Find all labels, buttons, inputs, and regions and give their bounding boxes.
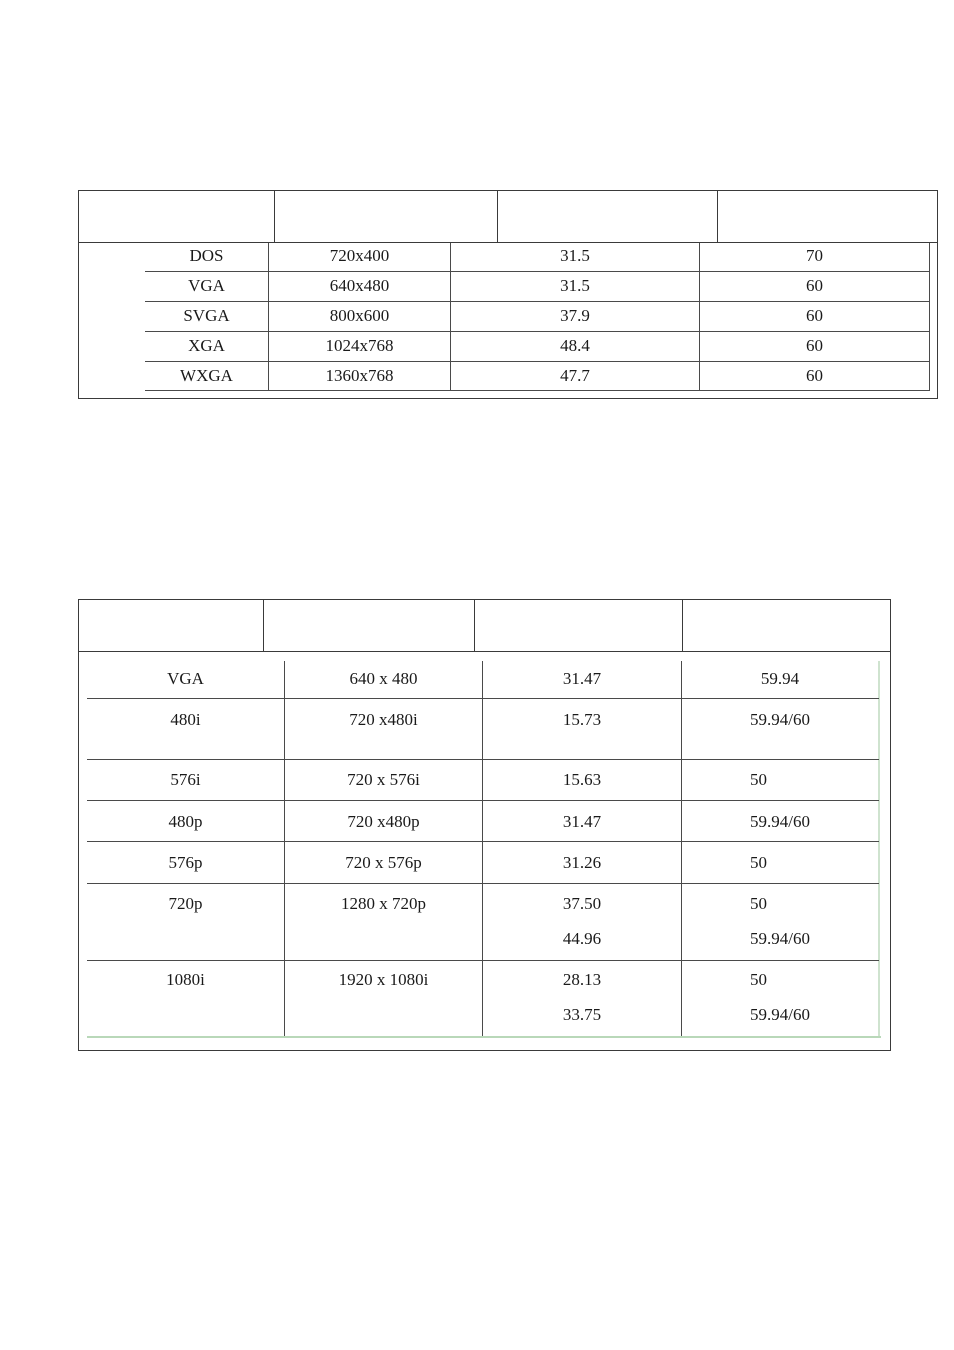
mode-cell: 480p	[168, 812, 203, 831]
table-header	[79, 600, 890, 652]
v-freq-cell: 50	[750, 970, 767, 989]
mode-cell: XGA	[188, 336, 225, 355]
v-freq-cell: 70	[806, 246, 823, 265]
resolution-cell: 800x600	[329, 306, 390, 325]
resolution-cell: 1360x768	[325, 366, 394, 385]
v-freq-cell: 59.94/60	[750, 929, 810, 948]
mode-cell: 576i	[170, 770, 201, 789]
h-freq-cell: 31.47	[562, 812, 602, 831]
v-freq-cell: 60	[806, 366, 823, 385]
video-timing-table	[78, 599, 891, 1051]
resolution-cell: 1280 x 720p	[341, 894, 426, 913]
mode-cell: VGA	[167, 669, 204, 688]
v-freq-cell: 60	[806, 306, 823, 325]
pc-timing-table	[78, 190, 938, 399]
resolution-cell: 720x400	[329, 246, 390, 265]
mode-cell: 720p	[168, 894, 203, 913]
mode-cell: DOS	[189, 246, 224, 265]
resolution-cell: 1024x768	[325, 336, 394, 355]
v-freq-cell: 59.94	[760, 669, 800, 688]
mode-cell: 480i	[170, 710, 201, 729]
v-freq-cell: 59.94/60	[750, 1005, 810, 1024]
v-freq-cell: 59.94/60	[750, 812, 810, 831]
mode-cell: 1080i	[166, 970, 205, 989]
v-freq-cell: 59.94/60	[750, 710, 810, 729]
h-freq-cell: 48.4	[560, 336, 590, 355]
h-freq-cell: 31.5	[560, 246, 590, 265]
h-freq-cell: 44.96	[562, 929, 602, 948]
h-freq-cell: 37.50	[562, 894, 602, 913]
table-header	[79, 191, 937, 243]
h-freq-cell: 33.75	[562, 1005, 602, 1024]
table-body	[87, 661, 881, 1041]
table-body	[145, 243, 930, 391]
resolution-cell: 720 x 576i	[347, 770, 420, 789]
mode-cell: SVGA	[183, 306, 230, 325]
h-freq-cell: 37.9	[560, 306, 590, 325]
resolution-cell: 640x480	[329, 276, 390, 295]
v-freq-cell: 50	[750, 894, 767, 913]
v-freq-cell: 60	[806, 276, 823, 295]
h-freq-cell: 15.63	[562, 770, 602, 789]
resolution-cell: 720 x480i	[349, 710, 418, 729]
mode-cell: VGA	[188, 276, 225, 295]
h-freq-cell: 15.73	[562, 710, 602, 729]
v-freq-cell: 50	[750, 770, 767, 789]
h-freq-cell: 31.5	[560, 276, 590, 295]
resolution-cell: 720 x 576p	[345, 853, 422, 872]
v-freq-cell: 60	[806, 336, 823, 355]
h-freq-cell: 31.47	[562, 669, 602, 688]
v-freq-cell: 50	[750, 853, 767, 872]
resolution-cell: 640 x 480	[349, 669, 418, 688]
h-freq-cell: 47.7	[560, 366, 590, 385]
mode-cell: 576p	[168, 853, 203, 872]
h-freq-cell: 28.13	[562, 970, 602, 989]
h-freq-cell: 31.26	[562, 853, 602, 872]
resolution-cell: 720 x480p	[347, 812, 420, 831]
resolution-cell: 1920 x 1080i	[338, 970, 429, 989]
mode-cell: WXGA	[180, 366, 233, 385]
